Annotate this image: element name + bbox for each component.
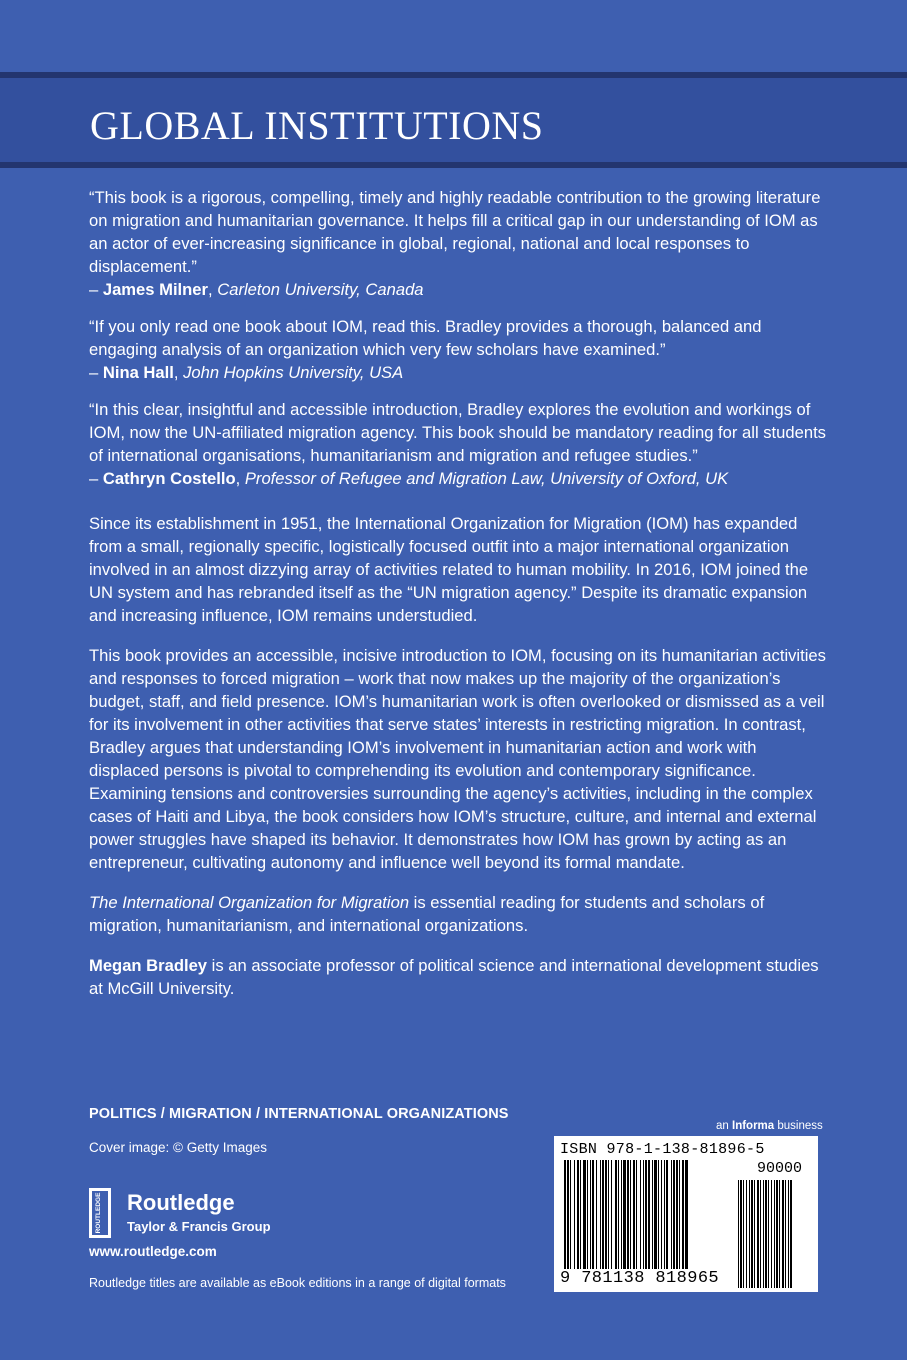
barcode-addon-bar [754,1180,755,1288]
barcode-bar [590,1160,591,1272]
isbn-number: ISBN 978-1-138-81896-5 [560,1141,765,1158]
barcode-bar [685,1160,688,1272]
back-cover-content [89,186,829,1017]
barcode-bar [574,1160,575,1272]
barcode-addon-bar [782,1180,784,1288]
barcode-addon-bar [738,1180,739,1288]
quote-author: Cathryn Costello [102,469,236,488]
barcode-bar [570,1160,571,1272]
barcode-addon-bar [788,1180,789,1288]
barcode-bar [630,1160,631,1272]
barcode-addon-bar [760,1180,761,1288]
author-bio: Megan Bradley is an associate professor of political science and international development studies at McGill University. [89,956,819,998]
barcode-bar [608,1160,609,1272]
barcode-bar [658,1160,659,1272]
barcode-bar [679,1160,680,1272]
barcode-bar [661,1160,662,1272]
publisher-url[interactable]: www.routledge.com [89,1244,217,1259]
barcode-bar [587,1160,588,1272]
barcode-addon-bar [751,1180,753,1288]
barcode-bar [583,1160,586,1272]
quote-affiliation: John Hopkins University, USA [183,363,404,382]
barcode-addon-bar [746,1180,747,1288]
barcode-bar [633,1160,635,1272]
ean-digits: 9 781138 818965 [560,1269,720,1288]
series-header [0,72,907,168]
quote-affiliation: Professor of Refugee and Migration Law, University of Oxford, UK [244,469,729,488]
barcode-bar [618,1160,619,1272]
ebook-note: Routledge titles are available as eBook editions in a range of digital formats [89,1276,506,1290]
routledge-logo-icon [89,1188,111,1238]
barcode-addon-bar [779,1180,780,1288]
barcode-bar [580,1160,581,1272]
isbn-barcode [554,1136,818,1292]
barcode-addon-bar [771,1180,772,1288]
quote-text: “If you only read one book about IOM, read this. Bradley provides a thorough, balanced and engaging analysis of an organization which very few scholars have examined.” [89,317,762,359]
description-paragraph: The International Organization for Migration is essential reading for students and scholars of migration, humanitarianism, and international organizations. [89,893,765,935]
barcode-bar [648,1160,650,1272]
barcode-bar [623,1160,626,1272]
barcode-bar [671,1160,672,1272]
barcode-bar [643,1160,644,1272]
barcode-addon-bar [740,1180,742,1288]
review-quote [89,398,829,490]
review-quote [89,186,829,301]
publisher-name: Routledge [127,1190,235,1215]
barcode-bar [664,1160,665,1272]
quote-attribution: – Cathryn Costello, Professor of Refugee and Migration Law, University of Oxford, UK [89,469,729,488]
publisher-logo [89,1188,289,1238]
barcode-bar [600,1160,601,1272]
barcode-bar [645,1160,647,1272]
barcode-bar [564,1160,566,1272]
barcode-bar [602,1160,604,1272]
quote-text: “In this clear, insightful and accessible introduction, Bradley explores the evolution and workings of IOM, now the UN-affiliated migration agency. This book should be mandatory reading for all students of international organisations, humanitarianism and migration and refugee studies.” [89,400,826,465]
barcode-bar [652,1160,653,1272]
barcode-bar [615,1160,617,1272]
barcode-bar [567,1160,569,1272]
barcode-addon-bar [743,1180,744,1288]
barcode-bar [621,1160,622,1272]
quote-attribution: – Nina Hall, John Hopkins University, USA [89,363,404,382]
barcode-addon-bar [785,1180,786,1288]
barcode-bar [596,1160,597,1272]
barcode-bar [666,1160,668,1272]
barcode-bar [682,1160,684,1272]
quote-text: “This book is a rigorous, compelling, timely and highly readable contribution to the growing literature on migration and humanitarian governance. It helps fill a critical gap in our understanding of IOM as an actor of ever-increasing significance in global, regional, national and local responses to displacement.” [89,188,821,276]
barcode-bar [592,1160,594,1272]
barcode-bar [627,1160,629,1272]
description-paragraph: This book provides an accessible, incisive introduction to IOM, focusing on its humanitarian activities and responses to forced migration – work that now makes up the majority of the organization’s budget, staff, and field presence. IOM’s humanitarian work is often overlooked or dismissed as a veil for its involvement in other activities that serve states’ interests in restricting migration. In contrast, Bradley argues that understanding IOM’s involvement in humanitarian action and work with displaced persons is pivotal to comprehending its evolution and contemporary significance. Examining tensions and controversies surrounding the agency’s activities, including in the complex cases of Haiti and Libya, the book considers how IOM’s structure, culture, and internal and external power struggles have shaped its behavior. It demonstrates how IOM has grown by acting as an entrepreneur, cultivating autonomy and influence well beyond its formal mandate. [89,646,826,872]
barcode-addon-bar [757,1180,759,1288]
barcode-bar [673,1160,675,1272]
barcode-addon-bar [776,1180,778,1288]
quote-author: Nina Hall [102,363,174,382]
quote-author: James Milner [102,280,208,299]
price-code: 90000 [757,1160,803,1177]
cover-credit: Cover image: © Getty Images [89,1140,268,1155]
barcode-bar [611,1160,612,1272]
author-name: Megan Bradley [89,956,208,975]
series-title: GLOBAL INSTITUTIONS [90,103,544,148]
barcode-bar [636,1160,637,1272]
subject-categories: POLITICS / MIGRATION / INTERNATIONAL ORGANIZATIONS [89,1106,509,1122]
barcode-addon-bar [749,1180,750,1288]
barcode-bar [676,1160,678,1272]
svg-text:ROUTLEDGE: ROUTLEDGE [95,1192,102,1234]
barcode-addon-bar [763,1180,764,1288]
book-description [89,512,829,1000]
barcode-bar [605,1160,607,1272]
barcode-bar [654,1160,657,1272]
barcode-addon-bar [774,1180,775,1288]
barcode-bar [640,1160,641,1272]
informa-tagline: an Informa business [716,1120,823,1132]
barcode-addon-bar [790,1180,792,1288]
publisher-group: Taylor & Francis Group [127,1219,271,1234]
review-quote [89,315,829,384]
barcode-addon-bar [768,1180,769,1288]
book-title: The International Organization for Migration [89,893,410,912]
description-paragraph: Since its establishment in 1951, the International Organization for Migration (IOM) has expanded from a small, regionally specific, logistically focused outfit into a major international organization involved in an almost dizzying array of activities related to human mobility. In 2016, IOM joined the UN system and has rebranded itself as the “UN migration agency.” Despite its dramatic expansion and increasing influence, IOM remains understudied. [89,514,809,625]
quote-affiliation: Carleton University, Canada [217,280,424,299]
barcode-addon-bar [765,1180,767,1288]
top-strip [0,0,907,70]
barcode-bar [577,1160,579,1272]
quote-attribution: – James Milner, Carleton University, Canada [89,280,424,299]
